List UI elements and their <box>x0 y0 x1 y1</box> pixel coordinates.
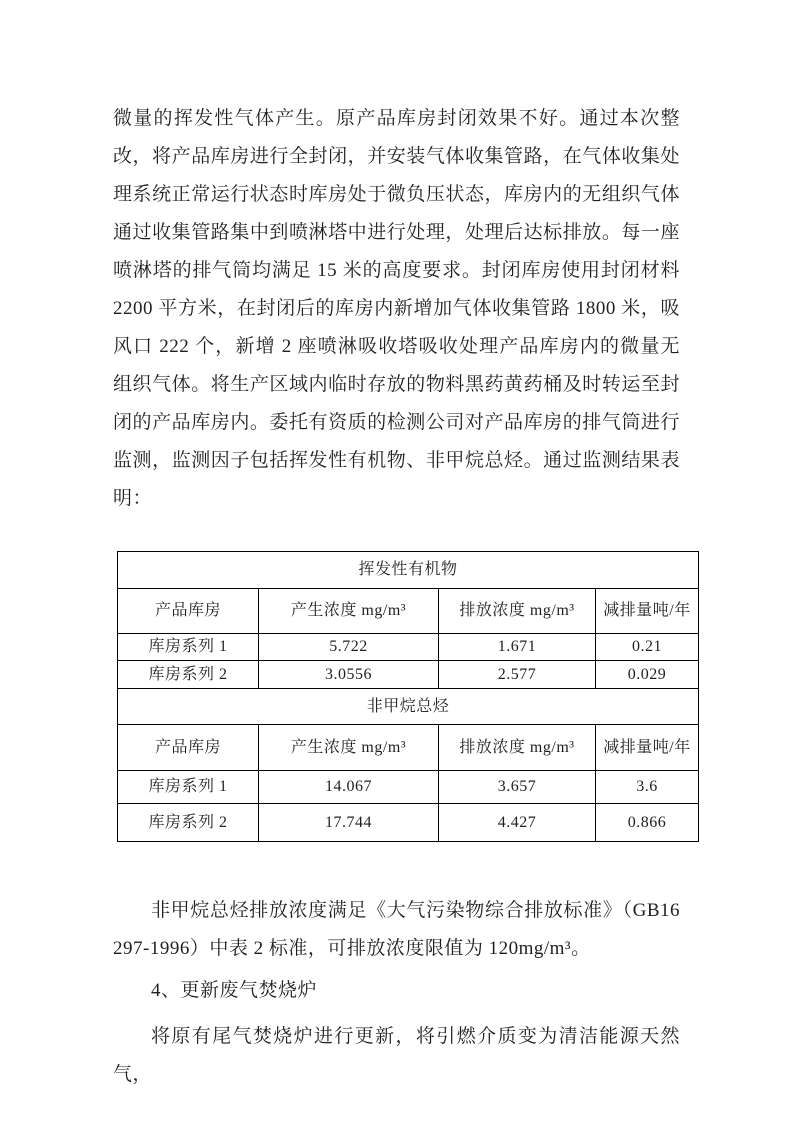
table-section-title-voc: 挥发性有机物 <box>118 552 699 589</box>
table-row-nmhc-series1 <box>118 771 699 804</box>
paragraph-furnace-update: 将原有尾气焚烧炉进行更新，将引燃介质变为清洁能源天然气， <box>113 1026 680 1085</box>
column-header-generated-concentration: 产生浓度 mg/m³ <box>259 589 439 634</box>
cell-emission-value: 2.577 <box>439 661 596 689</box>
table-row-voc-series2 <box>118 661 699 689</box>
column-header-emission-concentration: 排放浓度 mg/m³ <box>439 589 596 634</box>
cell-generated-value: 3.0556 <box>259 661 439 689</box>
table-row-header-voc <box>118 589 699 634</box>
cell-warehouse-name: 库房系列 2 <box>118 661 259 689</box>
column-header-warehouse: 产品库房 <box>118 589 259 634</box>
column-header-generated-concentration: 产生浓度 mg/m³ <box>259 725 439 771</box>
paragraph-emission-standard: 非甲烷总烃排放浓度满足《大气污染物综合排放标准》（GB16297-1996）中表 2 标准，可排放浓度限值为 120mg/m³。 <box>113 900 680 959</box>
cell-generated-value: 5.722 <box>259 634 439 661</box>
table-row-section-voc <box>118 552 699 589</box>
cell-reduction-value: 0.866 <box>596 804 699 842</box>
cell-generated-value: 17.744 <box>259 804 439 842</box>
cell-reduction-value: 3.6 <box>596 771 699 804</box>
cell-generated-value: 14.067 <box>259 771 439 804</box>
column-header-emission-concentration: 排放浓度 mg/m³ <box>439 725 596 771</box>
table-row-voc-series1 <box>118 634 699 661</box>
page-content <box>113 0 691 1094</box>
cell-emission-value: 3.657 <box>439 771 596 804</box>
cell-emission-value: 1.671 <box>439 634 596 661</box>
monitoring-results-table <box>117 551 699 842</box>
cell-warehouse-name: 库房系列 1 <box>118 771 259 804</box>
column-header-reduction: 减排量吨/年 <box>596 589 699 634</box>
cell-emission-value: 4.427 <box>439 804 596 842</box>
cell-warehouse-name: 库房系列 1 <box>118 634 259 661</box>
table-section-title-nmhc: 非甲烷总烃 <box>118 689 699 725</box>
cell-reduction-value: 0.029 <box>596 661 699 689</box>
table-row-header-nmhc <box>118 725 699 771</box>
table-row-section-nmhc <box>118 689 699 725</box>
column-header-warehouse: 产品库房 <box>118 725 259 771</box>
column-header-reduction: 减排量吨/年 <box>596 725 699 771</box>
cell-reduction-value: 0.21 <box>596 634 699 661</box>
cell-warehouse-name: 库房系列 2 <box>118 804 259 842</box>
paragraph-item4-heading: 4、更新废气焚烧炉 <box>151 980 318 1001</box>
paragraph-warehouse-renovation: 微量的挥发性气体产生。原产品库房封闭效果不好。通过本次整改，将产品库房进行全封闭，并安装气体收集管路，在气体收集处理系统正常运行状态时库房处于微负压状态，库房内的无组织气体通过收集管路集中到喷淋塔中进行处理，处理后达标排放。每一座喷淋塔的排气筒均满足 15 米的高度要求。封闭库房使用封闭材料 2200 平方米，在封闭后的库房内新增加气体收集管路 1800 米，吸风口 222 个，新增 2 座喷淋吸收塔吸收处理产品库房内的微量无组织气体。将生产区域内临时存放的物料黑药黄药桶及时转运至封闭的产品库房内。委托有资质的检测公司对产品库房的排气筒进行监测，监测因子包括挥发性有机物、非甲烷总烃。通过监测结果表明： <box>113 108 680 509</box>
table-row-nmhc-series2 <box>118 804 699 842</box>
